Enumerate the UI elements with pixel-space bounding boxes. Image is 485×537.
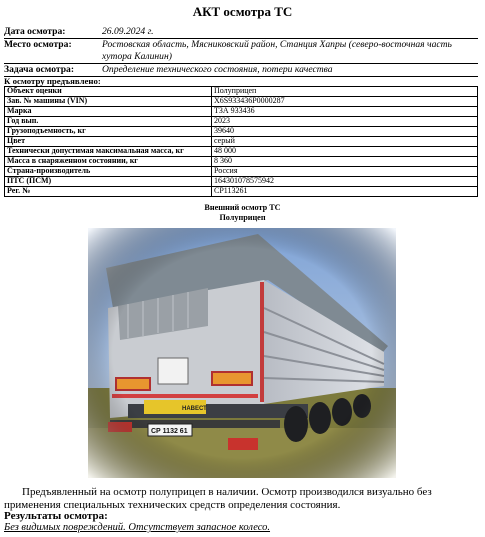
prop-value: X6S933436P0000287	[212, 97, 478, 107]
table-row	[5, 87, 478, 97]
results-title: Результаты осмотра:	[4, 510, 108, 522]
prop-key: Рег. №	[5, 187, 212, 197]
meta-task-label: Задача осмотра:	[4, 64, 75, 75]
prop-key: Цвет	[5, 137, 212, 147]
trailer-photo	[88, 228, 396, 478]
prop-value: 2023	[212, 117, 478, 127]
document-title: АКТ осмотра ТС	[192, 4, 293, 19]
exterior-subtitle: Полуприцеп	[219, 213, 266, 222]
prop-key: Технически допустимая максимальная масса, кг	[5, 147, 212, 157]
table-row	[5, 97, 478, 107]
prop-key: Зав. № машины (VIN)	[5, 97, 212, 107]
prop-value: СР113261	[212, 187, 478, 197]
prop-key: Объект оценки	[5, 87, 212, 97]
table-row	[5, 187, 478, 197]
prop-key: ПТС (ПСМ)	[5, 177, 212, 187]
prop-value: 164301078575942	[212, 177, 478, 187]
table-row	[5, 177, 478, 187]
properties-table	[4, 86, 478, 197]
exterior-title: Внешний осмотр ТС	[204, 203, 281, 212]
meta-date-label: Дата осмотра:	[4, 26, 66, 37]
prop-key: Марка	[5, 107, 212, 117]
meta-task-value: Определение технического состояния, потери качества	[102, 64, 333, 75]
table-row	[5, 107, 478, 117]
prop-value: 48 000	[212, 147, 478, 157]
prop-value: Полуприцеп	[212, 87, 478, 97]
prop-value: ТЗА 933436	[212, 107, 478, 117]
inspection-paragraph: Предъявленный на осмотр полуприцеп в наличии. Осмотр производился визуально без применения специальных технических средств определения состояния.	[4, 486, 432, 511]
table-row	[5, 147, 478, 157]
prop-key: Масса в снаряженном состоянии, кг	[5, 157, 212, 167]
meta-place-label: Место осмотра:	[4, 39, 72, 50]
meta-block	[4, 26, 478, 74]
table-row	[5, 157, 478, 167]
prop-key: Страна-производитель	[5, 167, 212, 177]
table-row	[5, 167, 478, 177]
prop-value: Россия	[212, 167, 478, 177]
prop-key: Год вып.	[5, 117, 212, 127]
prop-key: Грузоподъемность, кг	[5, 127, 212, 137]
table-row	[5, 137, 478, 147]
results-text: Без видимых повреждений. Отсутствует запасное колесо.	[4, 522, 271, 533]
prop-value: 8 360	[212, 157, 478, 167]
presented-title: К осмотру предъявлено:	[4, 76, 101, 86]
meta-place-value: Ростовская область, Мясниковский район, Станция Хапры (северо-восточная часть хутора Калинин)	[102, 39, 452, 62]
prop-value: 39640	[212, 127, 478, 137]
table-row	[5, 127, 478, 137]
prop-value: серый	[212, 137, 478, 147]
meta-date-value: 26.09.2024 г.	[102, 26, 154, 37]
table-row	[5, 117, 478, 127]
